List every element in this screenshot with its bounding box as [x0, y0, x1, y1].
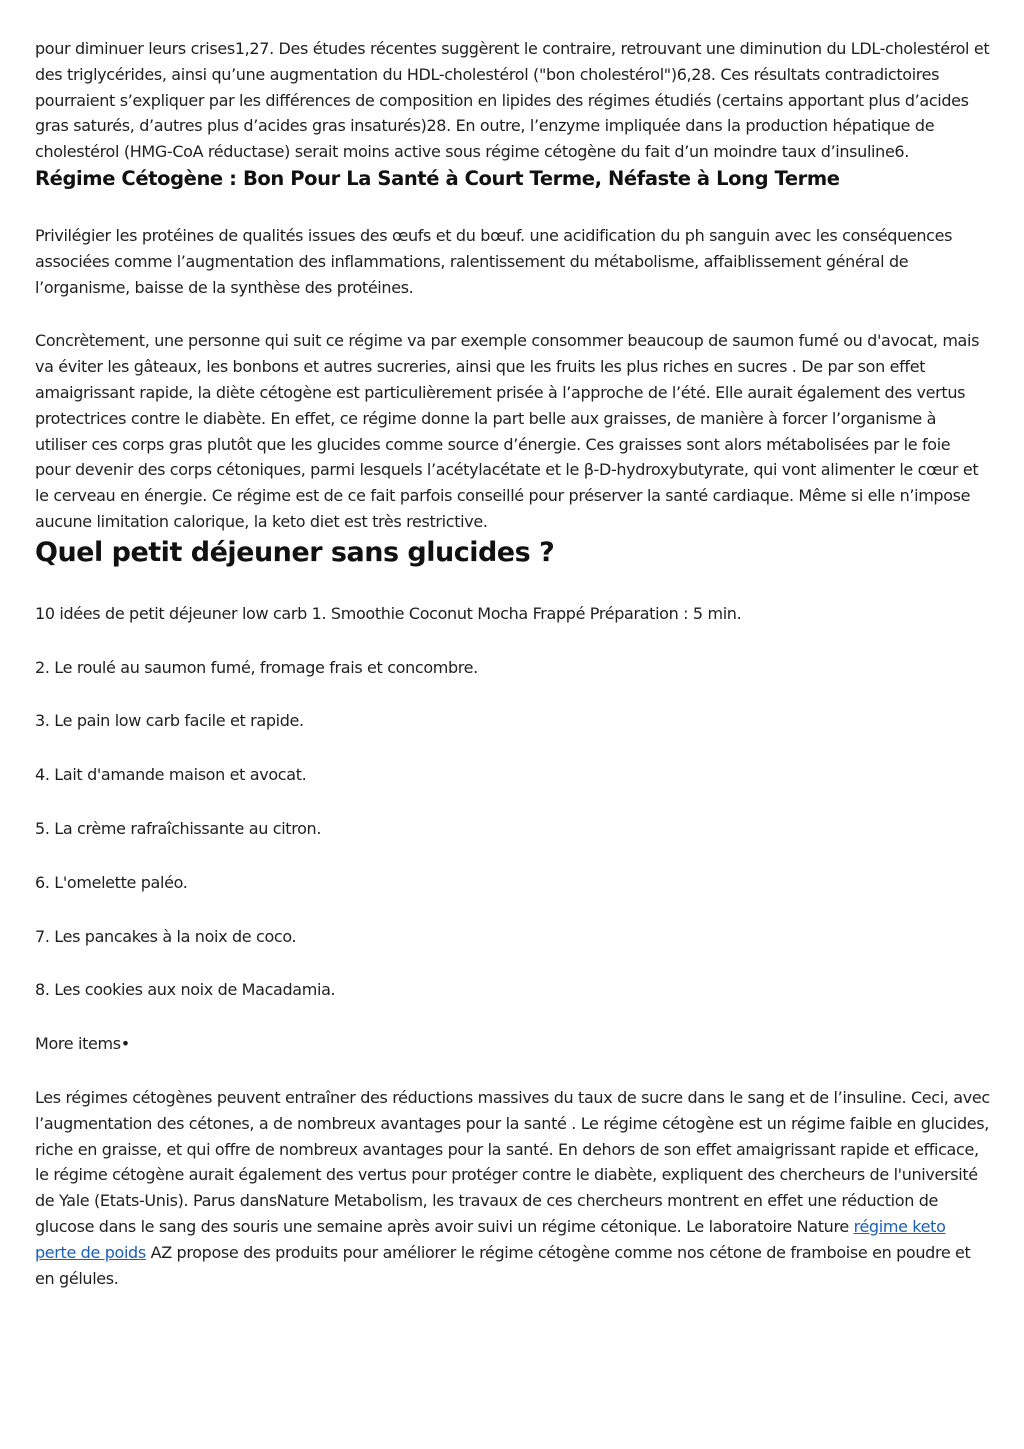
more-items: More items• [35, 1034, 130, 1054]
paragraph-ketogenic-benefits [35, 1085, 990, 1291]
keto-weight-loss-link[interactable]: régime keto perte de poids [35, 1216, 946, 1262]
list-item: 7. Les pancakes à la noix de coco. [35, 926, 297, 946]
list-item: 4. Lait d'amande maison et avocat. [35, 765, 307, 785]
paragraph-cholesterol: pour diminuer leurs crises1,27. Des études récentes suggèrent le contraire, retrouvant une diminution du LDL-cholestérol et des triglycérides, ainsi qu’une augmentation du HDL-cholestérol ("bon cholestérol")6,28. Ces résultats contradictoires pourraient s’expliquer par les différences de composition en lipides des régimes étudiés (certains apportant plus d’acides gras saturés, d’autres plus d’acides gras insaturés)28. En outre, l’enzyme impliquée dans la production hépatique de cholestérol (HMG-CoA réductase) serait moins active sous régime cétogène du fait d’un moindre taux d’insuline6. [35, 39, 990, 162]
paragraph-proteins: Privilégier les protéines de qualités issues des œufs et du bœuf. une acidification du ph sanguin avec les conséquences associées comme l’augmentation des inflammations, ralentissement du métabolisme, affaiblissement général de l’organisme, baisse de la synthèse des protéines. [35, 225, 953, 297]
list-item: 5. La crème rafraîchissante au citron. [35, 818, 322, 838]
list-item: 8. Les cookies aux noix de Macadamia. [35, 980, 336, 1000]
paragraph-text-after-link: AZ propose des produits pour améliorer le régime cétogène comme nos cétone de framboise en poudre et en gélules. [35, 1242, 971, 1288]
list-item: 6. L'omelette paléo. [35, 872, 188, 892]
list-item: 3. Le pain low carb facile et rapide. [35, 711, 304, 731]
paragraph-text-before-link: Les régimes cétogènes peuvent entraîner des réductions massives du taux de sucre dans le sang et de l’insuline. Ceci, avec l’augmentation des cétones, a de nombreux avantages pour la santé . Le régime cétogène est un régime faible en glucides, riche en graisse, et qui offre de nombreux avantages pour la santé. En dehors de son effet amaigrissant rapide et efficace, le régime cétogène aurait également des vertus pour protéger contre le diabète, expliquent des chercheurs de l'université de Yale (Etats-Unis). Parus dansNature Metabolism, les travaux de ces chercheurs montrent en effet une réduction de glucose dans le sang des souris une semaine après avoir suivi un régime cétonique. Le laboratoire Nature [35, 1087, 990, 1236]
paragraph-concretement: Concrètement, une personne qui suit ce régime va par exemple consommer beaucoup de saumon fumé ou d'avocat, mais va éviter les gâteaux, les bonbons et autres sucreries, ainsi que les fruits les plus riches en sucres . De par son effet amaigrissant rapide, la diète cétogène est particulièrement prisée à l’approche de l’été. Elle aurait également des vertus protectrices contre le diabète. En effet, ce régime donne la part belle aux graisses, de manière à forcer l’organisme à utiliser ces corps gras plutôt que les glucides comme source d’énergie. Ces graisses sont alors métabolisées par le foie pour devenir des corps cétoniques, parmi lesquels l’acétylacétate et le β-D-hydroxybutyrate, qui vont alimenter le cœur et le cerveau en énergie. Ce régime est de ce fait parfois conseillé pour préserver la santé cardiaque. Même si elle n’impose aucune limitation calorique, la keto diet est très restrictive. [35, 331, 980, 531]
list-item: 2. Le roulé au saumon fumé, fromage frais et concombre. [35, 657, 478, 677]
section-heading-keto-health: Régime Cétogène : Bon Pour La Santé à Court Terme, Néfaste à Long Terme [35, 166, 840, 190]
list-intro: 10 idées de petit déjeuner low carb 1. Smoothie Coconut Mocha Frappé Préparation : 5 min. [35, 603, 742, 623]
section-heading-breakfast: Quel petit déjeuner sans glucides ? [35, 536, 555, 568]
